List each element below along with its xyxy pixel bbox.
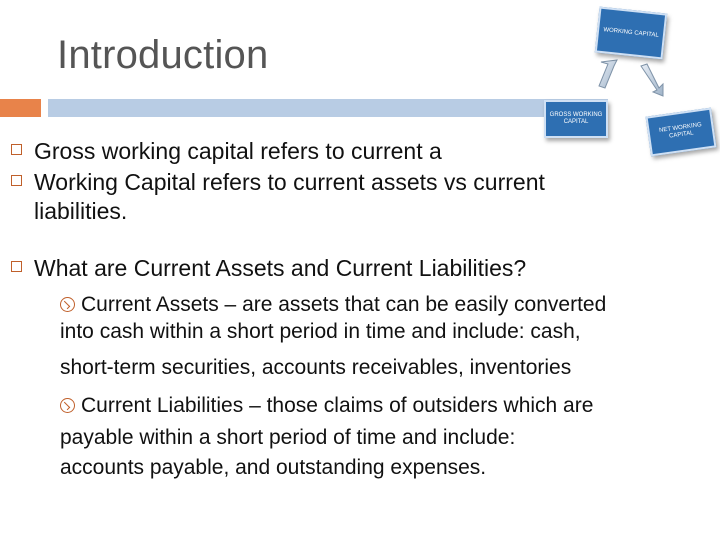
sub-bullet-text: Current Assets – are assets that can be easily converted <box>81 293 607 316</box>
sub-bullet-current-assets <box>60 292 710 317</box>
square-bullet-icon <box>11 175 22 186</box>
sub-bullet-text-continued: payable within a short period of time and include: <box>60 426 516 449</box>
square-bullet-icon <box>11 144 22 155</box>
square-bullet-icon <box>11 261 22 272</box>
bullet-text-continued: liabilities. <box>34 198 128 224</box>
arrow-left-icon <box>599 60 617 88</box>
bullet-text: Gross working capital refers to current a <box>34 138 442 164</box>
sub-bullet-text-continued: accounts payable, and outstanding expenses. <box>60 456 487 479</box>
sub-bullet-text-continued: short-term securities, accounts receivables, inventories <box>60 356 572 379</box>
diagram-node-working-capital: WORKING CAPITAL <box>595 7 667 60</box>
checkmark-circle-bullet-icon <box>60 297 75 312</box>
checkmark-circle-bullet-icon <box>60 398 75 413</box>
diagram-node-net-working-capital: NET WORKING CAPITAL <box>646 108 717 157</box>
bullet-text: Working Capital refers to current assets vs current <box>34 169 545 195</box>
slide-title: Introduction <box>57 33 269 77</box>
arrow-right-icon <box>641 64 663 96</box>
bullet-text: What are Current Assets and Current Liabilities? <box>34 255 527 281</box>
sub-bullet-text-continued: into cash within a short period in time and include: cash, <box>60 320 581 343</box>
title-accent-bar-orange <box>0 99 41 117</box>
sub-bullet-text: Current Liabilities – those claims of outsiders which are <box>81 394 594 417</box>
sub-bullet-current-liabilities <box>60 393 710 418</box>
diagram-node-gross-working-capital: GROSS WORKING CAPITAL <box>544 100 608 138</box>
title-accent-bar-blue <box>48 99 608 117</box>
working-capital-diagram <box>535 0 720 160</box>
